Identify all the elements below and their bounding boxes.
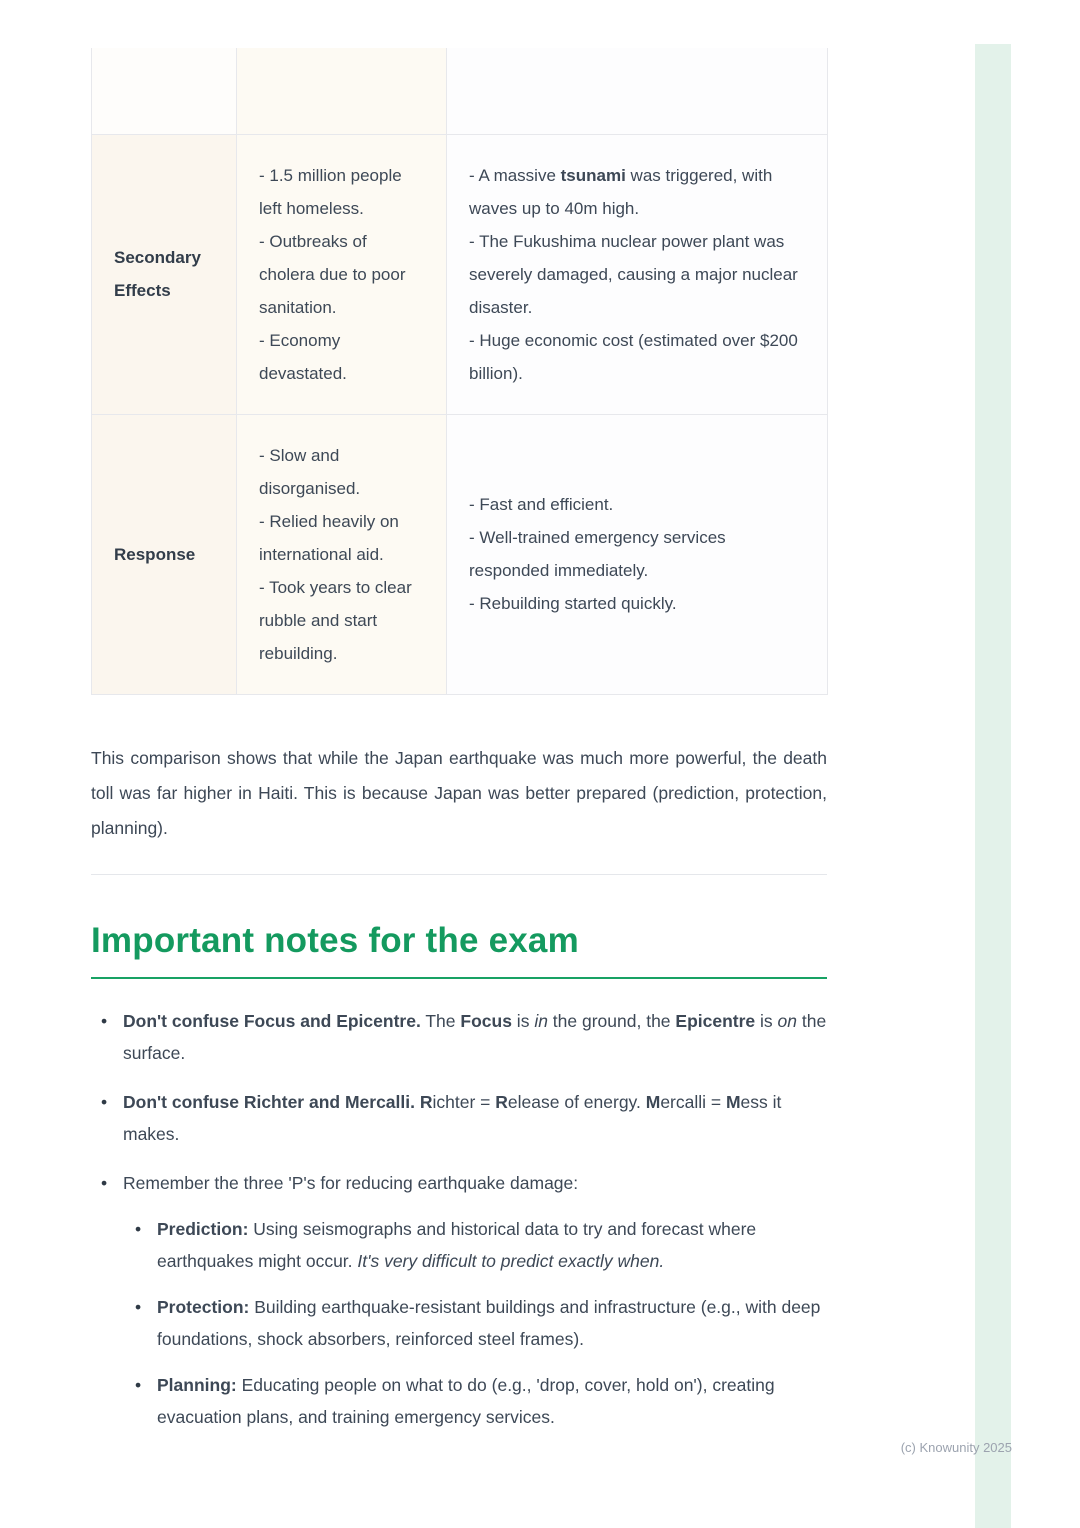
sub-note-text: Planning: Educating people on what to do (e.g., 'drop, cover, hold on'), creating evacuation plans, and training emergency services. [157,1374,775,1427]
cell-text: - Well-trained emergency services responded immediately. [469,528,726,580]
note-text: Remember the three 'P's for reducing earthquake damage: [123,1172,579,1193]
sub-note-text: Protection: Building earthquake-resistant buildings and infrastructure (e.g., with deep foundations, shock absorbers, reinforced steel frames). [157,1296,821,1349]
cell-japan [447,48,828,134]
comparison-table [91,48,828,695]
three-ps-sublist [123,1213,827,1433]
cell-text: - Economy devastated. [259,330,347,383]
sub-note-item [123,1291,827,1355]
cell-text: - Huge economic cost (estimated over $200 billion). [469,330,798,383]
cell-text: - A massive tsunami was triggered, with waves up to 40m high. [469,165,773,218]
cell-text: - Took years to clear rubble and start rebuilding. [259,577,412,663]
cell-text: - Rebuilding started quickly. [469,594,677,613]
cell-japan [447,414,828,694]
row-label-empty [92,48,237,134]
section-divider [91,874,827,875]
sub-note-text: Prediction: Using seismographs and historical data to try and forecast where earthquakes might occur. It's very difficult to predict exactly when. [157,1218,757,1271]
heading-underline [91,977,827,979]
note-item [91,1086,827,1150]
row-label: Response [92,414,237,694]
exam-notes-list [91,1005,827,1433]
sub-note-item [123,1213,827,1277]
cell-haiti [237,414,447,694]
row-label: Secondary Effects [92,134,237,414]
document-content [91,48,827,1450]
cell-text: - 1.5 million people left homeless. [259,165,402,218]
cell-text: - Outbreaks of cholera due to poor sanitation. [259,231,406,317]
cell-text: - Fast and efficient. [469,495,614,514]
note-item [91,1005,827,1069]
sub-note-item [123,1369,827,1433]
cell-haiti [237,48,447,134]
cell-text: - The Fukushima nuclear power plant was severely damaged, causing a major nuclear disaster. [469,231,798,317]
table-row-partial [92,48,828,134]
summary-paragraph: This comparison shows that while the Japan earthquake was much more powerful, the death toll was far higher in Haiti. This is because Japan was better prepared (prediction, protection, planning). [91,747,827,838]
section-heading: Important notes for the exam [91,920,579,960]
cell-japan [447,134,828,414]
note-text: Don't confuse Focus and Epicentre. The Focus is in the ground, the Epicentre is on the surface. [123,1010,827,1063]
cell-haiti [237,134,447,414]
copyright-text: (c) Knowunity 2025 [900,1440,1012,1455]
table-row-secondary-effects [92,134,828,414]
note-item [91,1167,827,1433]
side-strip [975,44,1011,1528]
cell-text: - Slow and disorganised. [259,445,361,498]
table-row-response [92,414,828,694]
note-text: Don't confuse Richter and Mercalli. Richter = Release of energy. Mercalli = Mess it makes. [123,1091,782,1144]
cell-text: - Relied heavily on international aid. [259,511,399,564]
